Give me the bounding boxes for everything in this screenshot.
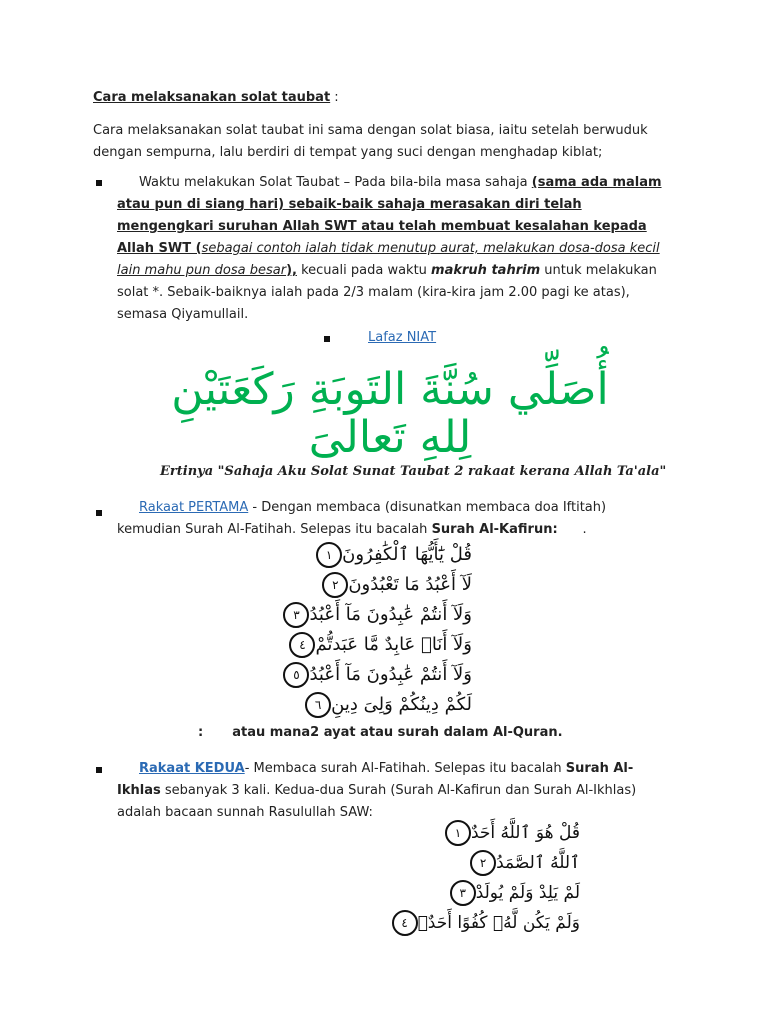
- verse-number: ٢: [470, 850, 496, 876]
- verse-number: ٣: [450, 880, 476, 906]
- rakaat1-paragraph: [117, 497, 672, 541]
- lafaz-niat-link[interactable]: [368, 330, 436, 345]
- verse-row: [314, 690, 472, 720]
- waktu-mid: kecuali pada waktu: [296, 263, 432, 278]
- verse-row: [400, 848, 580, 878]
- waktu-bold-text: (sama ada malam atau pun di siang hari) sebaik-baik sahaja merasakan diri telah mengengkari suruhan Allah SWT atau telah membuat kesalahan kepada Allah SWT (: [117, 175, 662, 256]
- rakaat1-text: - Dengan membaca (disunatkan membaca doa Iftitah) kemudian Surah Al-Fatihah. Selepas itu bacalah: [117, 500, 607, 537]
- verse-row: [400, 908, 580, 938]
- verse-text: قُلْ يَٰٓأَيُّهَا ٱلْكَٰفِرُونَ: [342, 544, 472, 565]
- verse-number: ١: [316, 542, 342, 568]
- verse-text: وَلَآ أَنَا۠ عَابِدٌ مَّا عَبَدتُّمْ: [315, 634, 472, 655]
- verse-text: ٱللَّهُ ٱلصَّمَدُ: [496, 853, 580, 873]
- verse-number: ٢: [322, 572, 348, 598]
- verse-text: لَكُمْ دِينُكُمْ وَلِىَ دِينِ: [331, 694, 472, 715]
- verse-number: ٤: [392, 910, 418, 936]
- section-heading: [93, 90, 339, 105]
- verse-text: وَلَآ أَنتُمْ عَٰبِدُونَ مَآ أَعْبُدُ: [309, 604, 472, 625]
- waktu-close: ),: [286, 263, 297, 278]
- waktu-makruh: makruh tahrim: [431, 263, 541, 278]
- bullet-waktu: [96, 180, 102, 186]
- rakaat1-tail: .: [557, 522, 587, 537]
- verse-text: لَمْ يَلِدْ وَلَمْ يُولَدْ: [475, 883, 580, 903]
- verse-text: وَلَمْ يَكُن لَّهُۥ كُفُوًا أَحَدٌۢ: [417, 913, 580, 933]
- verse-text: لَآ أَعْبُدُ مَا تَعْبُدُونَ: [348, 574, 472, 595]
- verse-number: ٥: [283, 662, 309, 688]
- niat-arabic-line1: أُصَلِّي سُنَّةَ التَوبَةِ رَكَعَتَيْنِ: [171, 364, 609, 415]
- verse-text: قُلْ هُوَ ٱللَّهُ أَحَدٌ: [471, 823, 580, 843]
- verse-row: [293, 600, 472, 630]
- heading-text: Cara melaksanakan solat taubat: [93, 90, 331, 105]
- lafaz-niat-label[interactable]: Lafaz NIAT: [368, 330, 437, 345]
- intro-paragraph: Cara melaksanakan solat taubat ini sama dengan solat biasa, iaitu setelah berwuduk dengan sempurna, lalu berdiri di tempat yang suci dengan menghadap kiblat;: [93, 123, 648, 160]
- verse-number: ٣: [283, 602, 309, 628]
- atau-colon: :: [198, 725, 204, 740]
- rakaat2-link[interactable]: Rakaat KEDUA: [139, 761, 245, 776]
- verse-text: وَلَآ أَنتُمْ عَٰبِدُونَ مَآ أَعْبُدُ: [309, 664, 472, 685]
- verse-row: [325, 540, 472, 570]
- atau-line: [198, 725, 563, 740]
- bullet-rakaat1: [96, 510, 102, 516]
- rakaat2-paragraph: [117, 758, 672, 824]
- verse-row: [332, 570, 472, 600]
- verse-number: ٦: [305, 692, 331, 718]
- verse-number: ٤: [289, 632, 315, 658]
- verse-row: [293, 660, 472, 690]
- atau-text: atau mana2 ayat atau surah dalam Al-Quran.: [232, 725, 563, 740]
- rakaat1-link[interactable]: Rakaat PERTAMA: [139, 500, 249, 515]
- verse-row: [400, 818, 580, 848]
- verse-number: ١: [445, 820, 471, 846]
- rakaat2-tail: sebanyak 3 kali. Kedua-dua Surah (Surah Al-Kafirun dan Surah Al-Ikhlas) adalah bacaan sunnah Rasulullah SAW:: [117, 783, 637, 820]
- rakaat2-text: - Membaca surah Al-Fatihah. Selepas itu bacalah: [244, 761, 566, 776]
- kafirun-verses: [293, 540, 472, 720]
- waktu-lead: Waktu melakukan Solat Taubat – Pada bila-bila masa sahaja: [139, 175, 528, 190]
- bullet-rakaat2: [96, 767, 102, 773]
- rakaat2-surah: Surah Al-Ikhlas: [117, 761, 634, 798]
- heading-suffix: :: [330, 90, 339, 105]
- ikhlas-verses: [400, 818, 580, 938]
- bullet-lafaz: [324, 336, 330, 342]
- waktu-italic-text: sebagai contoh ialah tidak menutup aurat, melakukan dosa-dosa kecil lain mahu pun dosa besar: [117, 241, 660, 278]
- niat-arabic-line2: لِلهِ تَعالىَ: [308, 412, 472, 463]
- niat-translation: Ertinya "Sahaja Aku Solat Sunat Taubat 2 rakaat kerana Allah Ta'ala": [160, 464, 667, 479]
- verse-row: [299, 630, 472, 660]
- rakaat1-surah: Surah Al-Kafirun:: [431, 522, 558, 537]
- waktu-tail: untuk melakukan solat *. Sebaik-baiknya ialah pada 2/3 malam (kira-kira jam 2.00 pagi ke atas), semasa Qiyamullail.: [117, 263, 657, 322]
- waktu-paragraph: [117, 172, 672, 326]
- verse-row: [400, 878, 580, 908]
